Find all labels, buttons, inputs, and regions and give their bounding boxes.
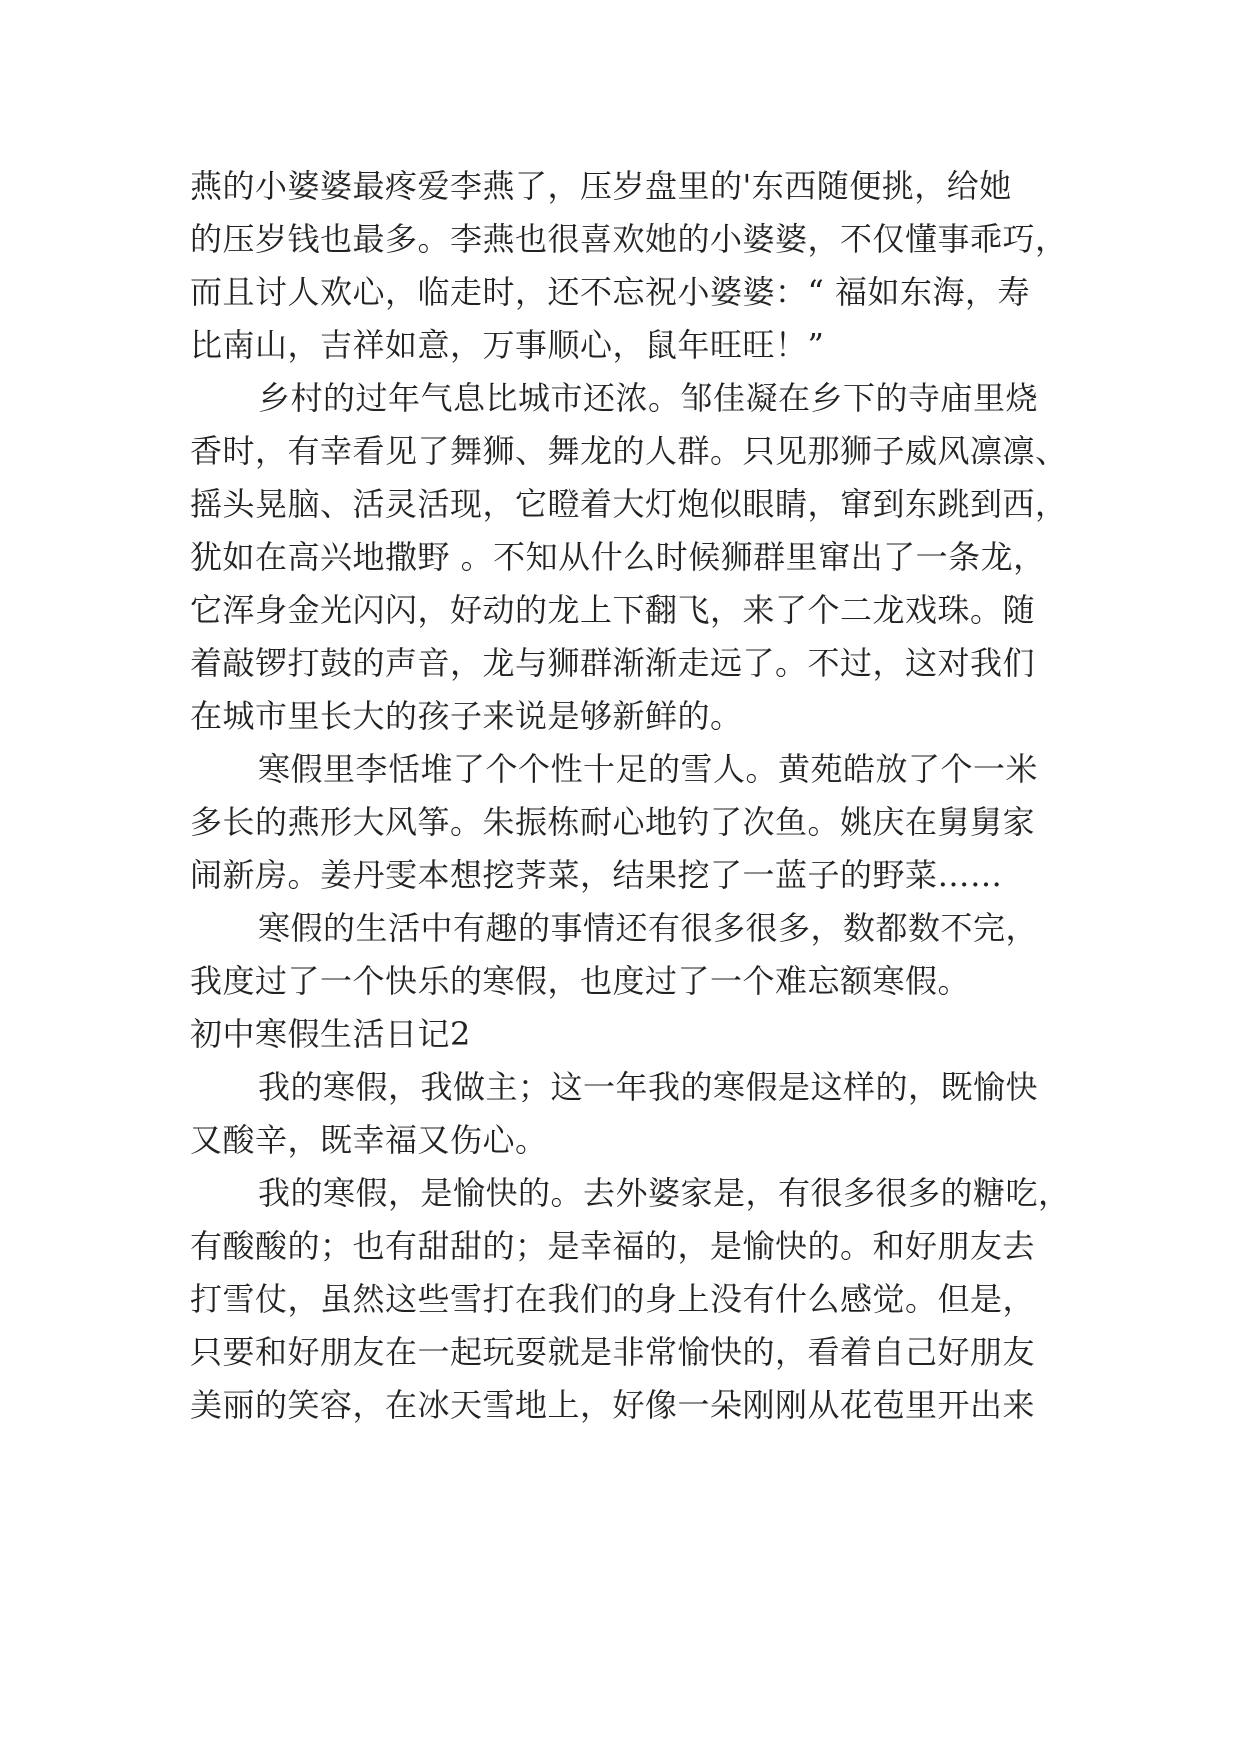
- text-line: 而且讨人欢心，临走时，还不忘祝小婆婆：“ 福如东海，寿: [190, 273, 1031, 311]
- text-line: 只要和好朋友在一起玩耍就是非常愉快的，看着自己好朋友: [190, 1333, 1036, 1371]
- text-line: 犹如在高兴地撒野 。不知从什么时候狮群里窜出了一条龙，: [190, 538, 1046, 576]
- paragraph-first-line: 乡村的过年气息比城市还浓。邹佳凝在乡下的寺庙里烧: [258, 379, 1039, 417]
- text-line: 多长的燕形大风筝。朱振栋耐心地钓了次鱼。姚庆在舅舅家: [190, 803, 1036, 841]
- text-line: 我度过了一个快乐的寒假，也度过了一个难忘额寒假。: [190, 962, 971, 1000]
- text-line: 在城市里长大的孩子来说是够新鲜的。: [190, 697, 743, 735]
- text-line: 摇头晃脑、活灵活现，它瞪着大灯炮似眼睛，窜到东跳到西，: [190, 485, 1068, 523]
- text-line: 有酸酸的；也有甜甜的；是幸福的，是愉快的。和好朋友去: [190, 1227, 1036, 1265]
- paragraph-first-line: 寒假里李恬堆了个个性十足的雪人。黄苑皓放了个一米: [258, 750, 1039, 788]
- paragraph-first-line: 我的寒假，是愉快的。去外婆家是，有很多很多的糖吃，: [258, 1174, 1071, 1212]
- text-line: 又酸辛，既幸福又伤心。: [190, 1121, 548, 1159]
- text-line: 香时，有幸看见了舞狮、舞龙的人群。只见那狮子威风凛凛、: [190, 432, 1068, 470]
- text-line: 着敲锣打鼓的声音，龙与狮群渐渐走远了。不过，这对我们: [190, 644, 1036, 682]
- paragraph-first-line: 我的寒假，我做主；这一年我的寒假是这样的，既愉快: [258, 1068, 1039, 1106]
- text-line: 它浑身金光闪闪，好动的龙上下翻飞，来了个二龙戏珠。随: [190, 591, 1036, 629]
- text-line: 燕的小婆婆最疼爱李燕了，压岁盘里的'东西随便挑，给她: [190, 167, 1012, 205]
- text-line: 闹新房。姜丹雯本想挖荠菜，结果挖了一蓝子的野菜……: [190, 856, 1003, 894]
- text-line: 美丽的笑容，在冰天雪地上，好像一朵刚刚从花苞里开出来: [190, 1386, 1036, 1424]
- paragraph-first-line: 寒假的生活中有趣的事情还有很多很多，数都数不完，: [258, 909, 1039, 947]
- section-heading: 初中寒假生活日记2: [190, 1015, 471, 1053]
- text-line: 打雪仗，虽然这些雪打在我们的身上没有什么感觉。但是，: [190, 1280, 1036, 1318]
- text-line: 比南山，吉祥如意，万事顺心，鼠年旺旺！”: [190, 326, 825, 364]
- text-line: 的压岁钱也最多。李燕也很喜欢她的小婆婆，不仅懂事乖巧，: [190, 220, 1068, 258]
- text-column: [190, 160, 1071, 1432]
